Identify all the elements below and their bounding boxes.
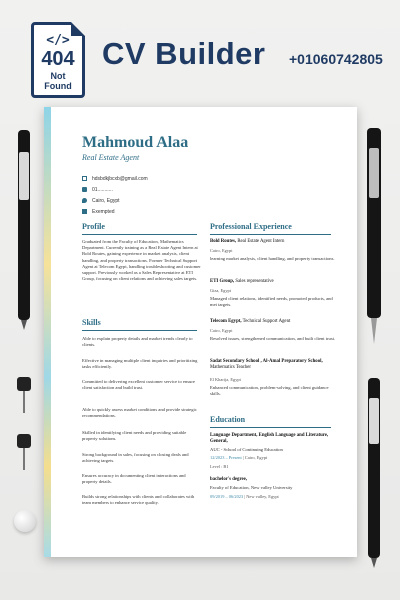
experience-desc: Resolved issues, strengthened communication, and built client trust. [210, 336, 336, 341]
logo-text: Not Found [44, 71, 72, 91]
location-icon [82, 198, 87, 203]
pen-tip-right-top-icon [371, 318, 377, 344]
skill-item: Able to explain property details and market trends clearly to clients. [82, 336, 193, 348]
logo-404-not-found [31, 22, 85, 98]
pin-icon [17, 434, 31, 448]
skill-item: Builds strong relationships with clients and collaborates with team members to enhance service quality. [82, 494, 195, 506]
skill-item: Committed to delivering excellent customer service to ensure client satisfaction and build trust. [82, 379, 195, 391]
logo-number: 404 [41, 48, 75, 70]
experience-title: ETI Group, Sales representative [210, 279, 274, 284]
pen-tip-right-bottom-icon [371, 558, 377, 568]
experience-rule [210, 234, 331, 235]
phone-number: +01060742805 [289, 51, 383, 67]
education-date-location: 09/2019 – 06/2023 | New valley, Egypt [210, 494, 279, 499]
experience-location: El Kharija, Egypt [210, 377, 241, 382]
education-level: Level : B1 [210, 464, 229, 469]
pen-left-icon [18, 130, 30, 320]
skill-item: Ensures accuracy in documenting client interactions and property details. [82, 473, 186, 485]
education-title: bachelor's degree, [210, 477, 247, 482]
status-icon [82, 209, 87, 214]
experience-location: Cairo, Egypt [210, 328, 233, 333]
experience-title: Sadat Secondary School , Al-Amal Preparatory School, Mathematics Teacher [210, 359, 323, 370]
contact-phone: 01........... [82, 187, 113, 193]
skills-heading: Skills [82, 318, 101, 327]
experience-location: Giza, Egypt [210, 288, 231, 293]
mail-icon [82, 176, 87, 181]
skill-item: Effective in managing multiple client inquiries and prioritizing tasks efficiently. [82, 358, 198, 370]
experience-title: Telecom Egypt, Technical Support Agent [210, 319, 291, 324]
decorative-stripe [44, 107, 51, 557]
contact-military-status: Exempted [82, 209, 115, 215]
pen-right-bottom-icon [368, 378, 380, 558]
skill-item: Strong background in sales, focusing on closing deals and achieving targets. [82, 452, 189, 464]
pin-icon [23, 448, 25, 470]
education-heading: Education [210, 415, 246, 424]
cv-document [44, 107, 357, 557]
experience-desc: Enhanced communication, problem-solving, and client guidance skills. [210, 385, 329, 397]
pen-tip-left-icon [21, 320, 27, 330]
experience-title: Bold Routes, Real Estate Agent Intern [210, 239, 285, 244]
skills-rule [82, 330, 197, 331]
pin-icon [17, 377, 31, 391]
phone-icon [82, 187, 87, 192]
contact-email: hdsbdkjbcxb@gmail.com [82, 176, 148, 182]
education-school: AUC - School of Continuing Education [210, 447, 283, 452]
contact-location: Cairo, Egypt [82, 198, 120, 204]
ball-pin-icon [14, 510, 36, 532]
cv-role: Real Estate Agent [82, 153, 140, 162]
profile-rule [82, 234, 197, 235]
skill-item: Able to quickly assess market conditions and provide strategic recommendations. [82, 407, 197, 419]
education-school: Faculty of Education, New valley University [210, 485, 293, 490]
profile-text: Graduated from the Faculty of Education, Mathematics Department. Currently training as a Real Estate Agent Intern at Bold Routes, gaining experience in market analysis, client handling, and property transactions. Former Technical Support Agent at Telecom Egypt, handling troubleshooting and customer support. Previously worked as a Sales Representative at ETI Group, focusing on client relations and achieving sales targets. [82, 239, 201, 282]
education-title: Language Department, English Language and Literature, General, [210, 433, 329, 444]
profile-heading: Profile [82, 222, 105, 231]
experience-desc: learning market analysis, client handling, and property transactions. [210, 256, 335, 261]
pen-right-top-icon [367, 128, 381, 318]
page-title: CV Builder [102, 36, 266, 71]
header [0, 0, 400, 100]
cv-name: Mahmoud Alaa [82, 134, 189, 151]
code-icon: </> [46, 33, 70, 48]
experience-heading: Professional Experience [210, 222, 292, 231]
experience-desc: Managed client relations, identified needs, promoted products, and met targets. [210, 296, 333, 308]
skill-item: Skilled in identifying client needs and providing suitable property solutions. [82, 430, 187, 442]
pin-icon [23, 391, 25, 413]
education-date-location: 12/2023 – Present | Cairo, Egypt [210, 455, 268, 460]
education-rule [210, 427, 331, 428]
experience-location: Cairo, Egypt [210, 248, 233, 253]
